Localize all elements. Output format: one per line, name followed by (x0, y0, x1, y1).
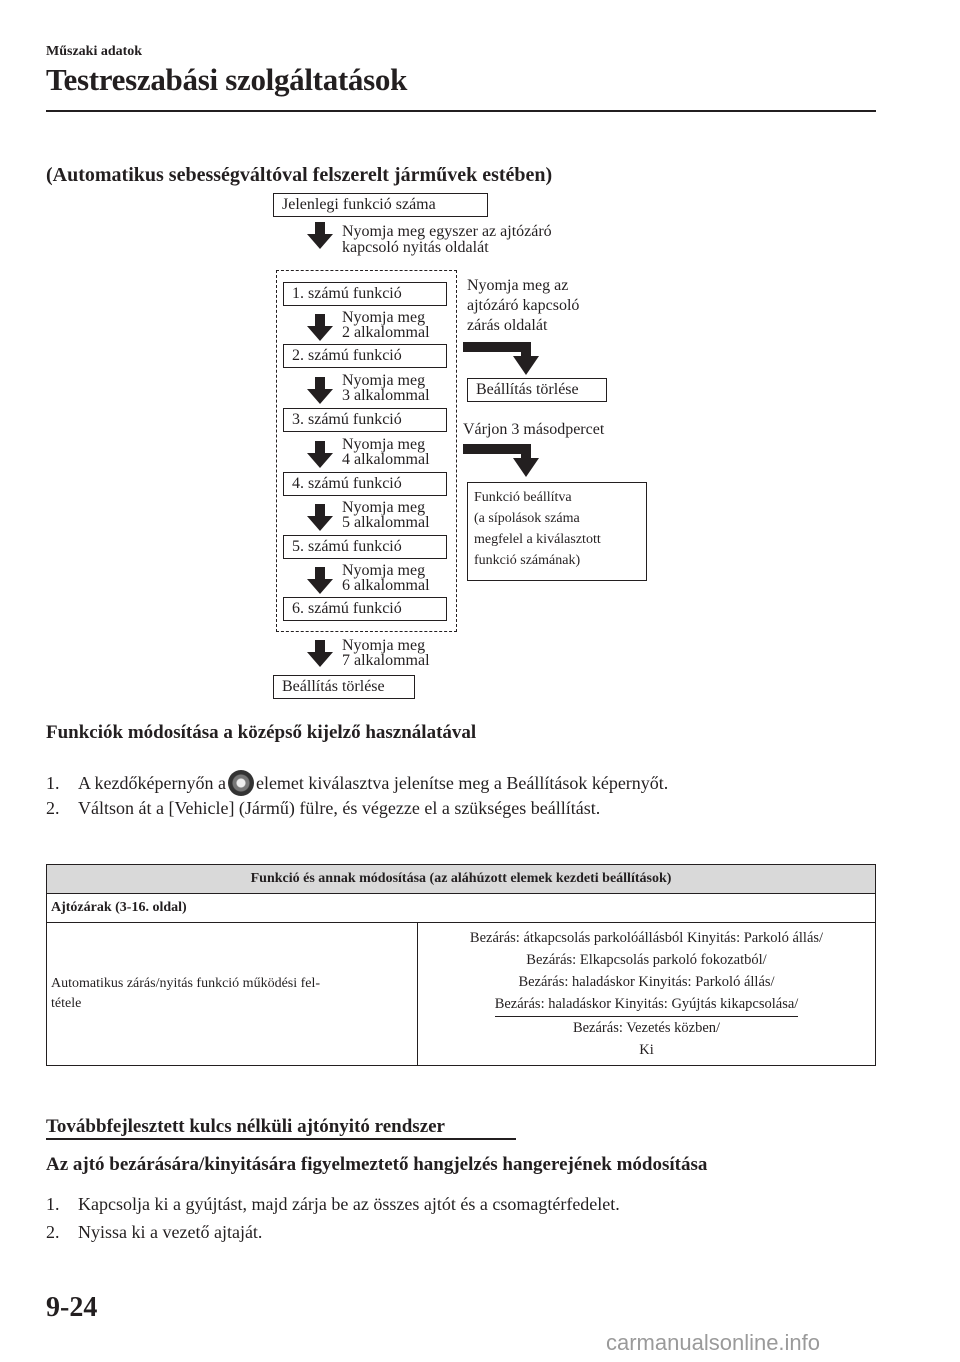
volume-heading: Az ajtó bezárására/kinyitására figyelmeztető hangjelzés hangerejének módosítása (46, 1154, 708, 1175)
section-label: Műszaki adatok (46, 44, 143, 59)
keyless-underline (46, 1138, 516, 1140)
page-title: Testreszabási szolgáltatások (46, 62, 408, 97)
bent-arrow-icon (463, 444, 539, 477)
press-count-text: Nyomja meg 2 alkalommal (342, 309, 430, 341)
function-box: 6. számú funkció (283, 597, 447, 621)
function-set-box: Funkció beállítva (a sípolások száma megfelel a kiválasztott funkció számának) (467, 482, 647, 581)
table-row (47, 923, 876, 1066)
center-display-heading: Funkciók módosítása a középső kijelző használatával (46, 722, 477, 743)
automatic-transmission-heading: (Automatikus sebességváltóval felszerelt járművek estében) (46, 164, 553, 186)
press-count-text: Nyomja meg 5 alkalommal (342, 499, 430, 531)
reset-box: Beállítás törlése (273, 675, 415, 699)
function-box: 3. számú funkció (283, 408, 447, 432)
press-count-text: Nyomja meg 7 alkalommal (342, 637, 430, 669)
table-header: Funkció és annak módosítása (az aláhúzott elemek kezdeti beállítások) (47, 865, 876, 894)
default-option: Bezárás: haladáskor Kinyitás: Gyújtás kikapcsolása/ (495, 993, 799, 1017)
step-2: 2. Nyissa ki a vezető ajtaját. (46, 1222, 263, 1242)
watermark: carmanualsonline.info (606, 1330, 821, 1355)
page-number: 9-24 (46, 1292, 98, 1323)
step-1: 1. A kezdőképernyőn a elemet kiválasztva jelenítse meg a Beállítások képernyőt. (46, 770, 668, 796)
press-count-text: Nyomja meg 4 alkalommal (342, 436, 430, 468)
function-box: 1. számú funkció (283, 282, 447, 306)
setting-name: Automatikus zárás/nyitás funkció működési fel- tétele (47, 923, 418, 1066)
press-open-text: Nyomja meg egyszer az ajtózáró kapcsoló nyitás oldalát (342, 223, 552, 256)
function-box: 5. számú funkció (283, 535, 447, 559)
press-close-text: Nyomja meg az ajtózáró kapcsoló zárás oldalát (467, 277, 580, 334)
keyless-heading: Továbbfejlesztett kulcs nélküli ajtónyitó rendszer (46, 1116, 445, 1137)
settings-table (46, 864, 876, 1066)
table-section: Ajtózárak (3-16. oldal) (47, 894, 876, 923)
bent-arrow-icon (463, 342, 539, 375)
current-function-box: Jelenlegi funkció száma (273, 193, 488, 217)
press-count-text: Nyomja meg 3 alkalommal (342, 372, 430, 404)
step-2: 2. Váltson át a [Vehicle] (Jármű) fülre, és végezze el a szükséges beállítást. (46, 798, 601, 818)
down-arrow-icon (307, 222, 333, 249)
function-box: 4. számú funkció (283, 472, 447, 496)
step-1: 1. Kapcsolja ki a gyújtást, majd zárja be az összes ajtót és a csomagtérfedelet. (46, 1194, 620, 1214)
down-arrow-icon (307, 640, 333, 667)
function-box: 2. számú funkció (283, 344, 447, 368)
setting-options: Bezárás: átkapcsolás parkolóállásból Kinyitás: Parkoló állás/ Bezárás: Elkapcsolás parkoló fokozatból/ Bezárás: haladáskor Kinyitás: Parkoló állás/ Bezárás: haladáskor Kinyitás: Gyújtás kikapcsolása/ Bezárás: Vezetés közben/ Ki (418, 923, 876, 1066)
wait-text: Várjon 3 másodpercet (463, 421, 605, 438)
press-count-text: Nyomja meg 6 alkalommal (342, 562, 430, 594)
reset-box: Beállítás törlése (467, 378, 607, 402)
settings-gear-icon (228, 770, 254, 796)
